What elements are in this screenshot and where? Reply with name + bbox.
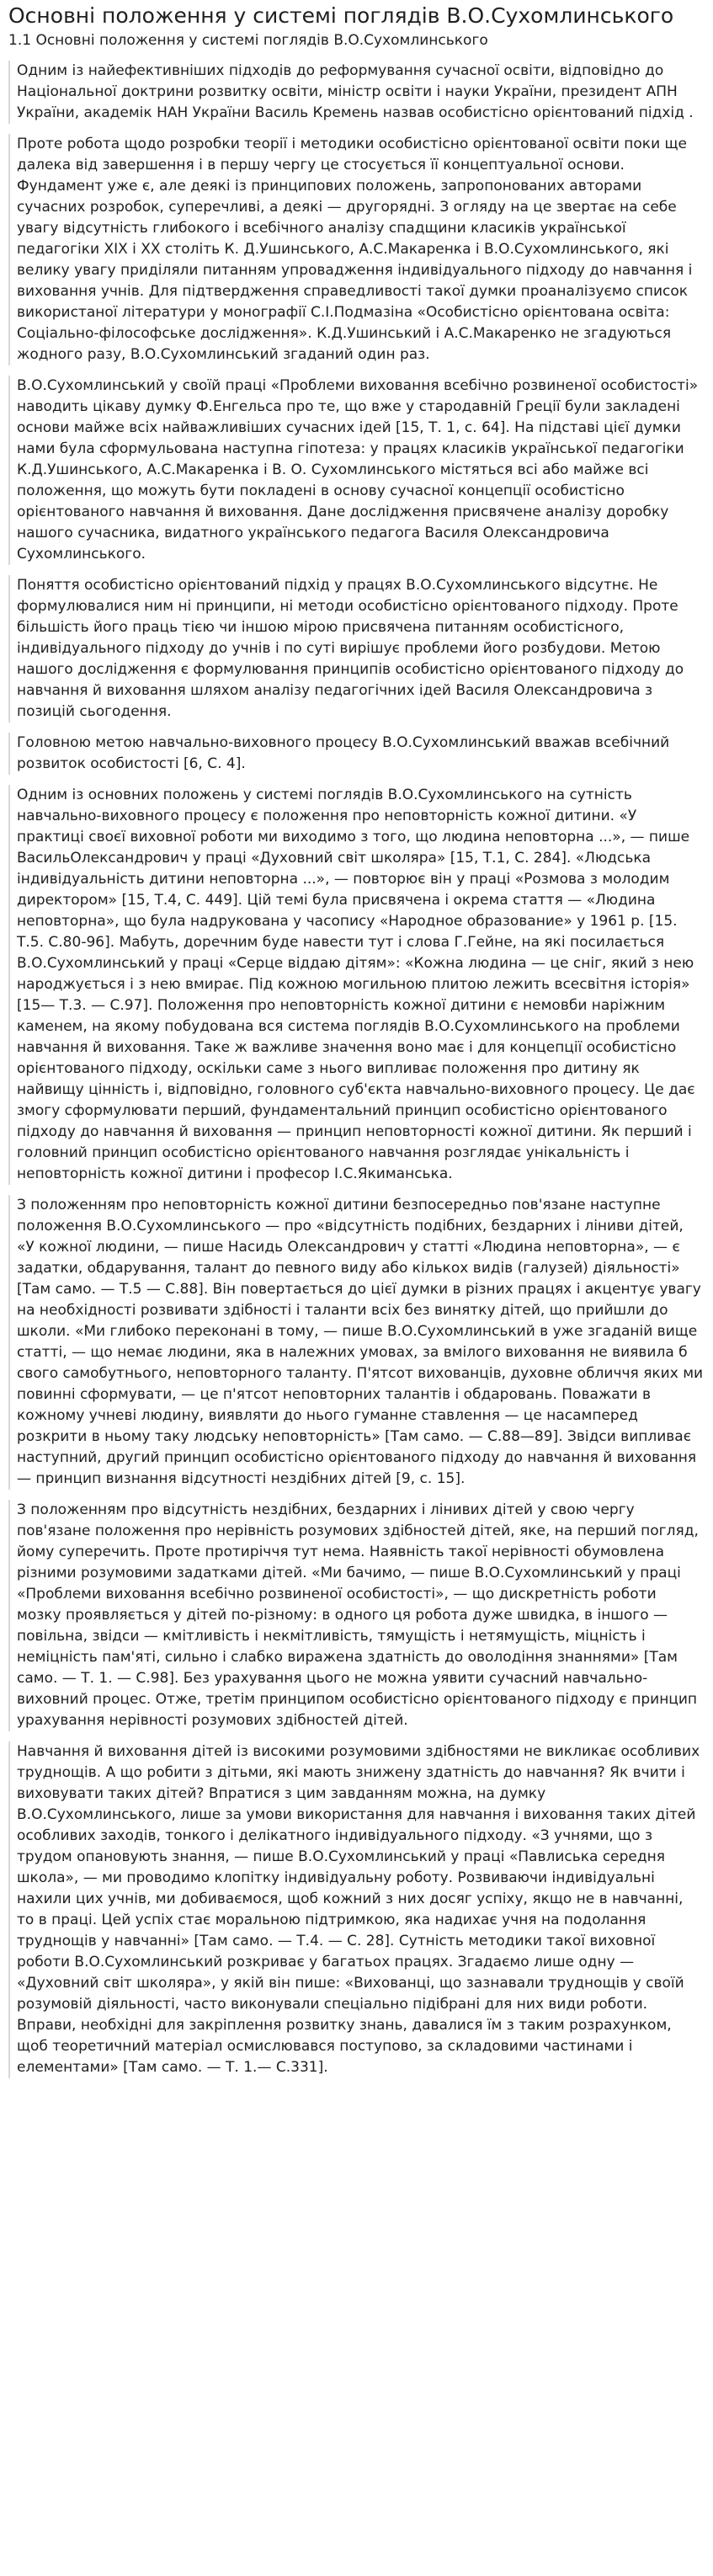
- paragraph-5: Головною метою навчально-виховного процесу В.О.Сухомлинський вважав всебічний розвиток особистості [6, С. 4].: [8, 733, 705, 775]
- page-title: Основні положення у системі поглядів В.О.Сухомлинського: [8, 3, 674, 28]
- section-heading: 1.1 Основні положення у системі поглядів В.О.Сухомлинського: [8, 32, 488, 49]
- paragraph-8: З положенням про відсутність нездібних, бездарних і лінивих дітей у свою чергу пов'язане положення про нерівність розумових здібностей дітей, яке, на перший погляд, йому суперечить. Проте протиріччя тут нема. Наявність такої нерівності обумовлена різними розумовими задатками дітей. «Ми бачимо, — пише В.О.Сухомлинський у праці «Проблеми виховання всебічно розвиненої особистості», — що дискретність роботи мозку проявляється у дітей по-різному: в одного ця робота дуже швидка, в іншого — повільна, звідси — кмітливість і некмітливість, тямущість і нетямущість, міцність і неміцність пам'яті, сильно і слабко виражена здатність до оволодіння знаннями» [Там само. — Т. 1. — С.98]. Без урахування цього не можна уявити сучасний навчально-виховний процес. Отже, третім принципом особистісно орієнтованого підходу є принцип урахування нерівності розумових здібностей дітей.: [8, 1500, 705, 1731]
- paragraph-9: Навчання й виховання дітей із високими розумовими здібностями не викликає особливих труднощів. А що робити з дітьми, які мають знижену здатність до навчання? Як вчити і виховувати таких дітей? Впратися з цим завданням можна, на думку В.О.Сухомлинського, лише за умови використання для навчання і виховання таких дітей особливих заходів, тонкого і делікатного індивідуального підходу. «З учнями, що з трудом опановують знання, — пише В.О.Сухомлинський у праці «Павлиська середня школа», — ми проводимо клопітку індивідуальну роботу. Розвиваючи індивідуальні нахили цих учнів, ми добиваємося, щоб кожний з них досяг успіху, якщо не в навчанні, то в праці. Цей успіх стає моральною підтримкою, яка надихає учня на подолання труднощів у навчанні» [Там само. — Т.4. — С. 28]. Сутність методики такої виховної роботи В.О.Сухомлинський розкриває у багатьох працях. Згадаємо лише одну — «Духовний світ школяра», у якій він пише: «Вихованці, що зазнавали труднощів у своїй розумовій діяльності, часто виконували спеціально підібрані для них види роботи. Вправи, необхідні для закріплення розвитку знань, давалися їм з таким розрахунком, щоб теоретичний матеріал осмислювався поступово, за складовими частинами і елементами» [Там само. — Т. 1.— С.331].: [8, 1741, 705, 2078]
- paragraph-7: З положенням про неповторність кожної дитини безпосередньо пов'язане наступне положення В.О.Сухомлинського — про «відсутність подібних, бездарних і ліниви дітей, «У кожної людини, — пише Насидь Олександрович у статті «Людина неповторна», — є задатки, обдарування, талант до певного виду або кількох видів (галузей) діяльності» [Там само. — Т.5 — С.88]. Він повертається до цієї думки в різних працях і акцентує увагу на необхідності розвивати здібності і таланти всіх без винятку дітей, що прийшли до школи. «Ми глибоко переконані в тому, — пише В.О.Сухомлинський в уже згаданій вище статті, — що немає людини, яка в належних умовах, за вмілого виховання не виявила б свого самобутнього, неповторного таланту. П'ятсот вихованців, духовне обличчя яких ми повинні сформувати, — це п'ятсот неповторних талантів і обдаровань. Поважати в кожному учневі людину, виявляти до нього гуманне ставлення — це насамперед розкрити в ньому таку людську неповторність» [Там само. — С.88—89]. Звідси випливає наступний, другий принцип особистісно орієнтованого підходу до навчання й виховання — принцип визнання відсутності нездібних дітей [9, с. 15].: [8, 1195, 705, 1490]
- document: [0, 3, 713, 2078]
- paragraph-3: В.О.Сухомлинський у своїй праці «Проблеми виховання всебічно розвиненої особистості» наводить цікаву думку Ф.Енгельса про те, що вже у стародавній Греції були закладені основи майже всіх найважливіших сучасних ідей [15, Т. 1, с. 64]. На підставі цієї думки нами була сформульована наступна гіпотеза: у працях класиків української педагогіки К.Д.Ушинського, А.С.Макаренка і В. О. Сухомлинського містяться всі або майже всі положення, що можуть бути покладені в основу сучасної концепції особистісно орієнтованого навчання й виховання. Дане дослідження присвячене аналізу доробку нашого сучасника, видатного українського педагога Василя Олександровича Сухомлинського.: [8, 376, 705, 565]
- paragraph-4: Поняття особистісно орієнтований підхід у працях В.О.Сухомлинського відсутнє. Не формулювалися ним ні принципи, ні методи особистісно орієнтованого підходу. Проте більшість його праць тією чи іншою мірою присвячена питанням особистісного, індивідуального підходу до учнів і по суті вирішує проблеми його розбудови. Метою нашого дослідження є формулювання принципів особистісно орієнтованого підходу до навчання й виховання шляхом аналізу педагогічних ідей Василя Олександровича з позицій сьогодення.: [8, 575, 705, 723]
- paragraph-1: Одним із найефективніших підходів до реформування сучасної освіти, відповідно до Національної доктрини розвитку освіти, міністр освіти і науки України, президент АПН України, академік НАН України Василь Кремень назвав особистісно орієнтований підхід .: [8, 61, 705, 124]
- paragraph-6: Одним із основних положень у системі поглядів В.О.Сухомлинського на сутність навчально-виховного процесу є положення про неповторність кожної дитини. «У практиці своєї виховної роботи ми виходимо з того, що людина неповторна ...», — пише ВасильОлександрович у праці «Духовний світ школяра» [15, Т.1, С. 284]. «Людська індивідуальність дитини неповторна ...», — повторює він у праці «Розмова з молодим директором» [15, Т.4, С. 449]. Цій темі була присвячена і окрема стаття — «Людина неповторна», що була надрукована у часопису «Народное образование» у 1961 р. [15. Т.5. С.80-96]. Мабуть, доречним буде навести тут і слова Г.Гейне, на які посилається В.О.Сухомлинський у праці «Серце віддаю дітям»: «Кожна людина — це сніг, який з нею народжується і з нею вмирає. Під кожною могильною плитою лежить всесвітня історія» [15— Т.3. — С.97]. Положення про неповторність кожної дитини є немовби наріжним каменем, на якому побудована вся система поглядів В.О.Сухомлинського на проблеми навчання й виховання. Таке ж важливе значення воно має і для концепції особистісно орієнтованого підходу, оскільки саме з нього випливає положення про дитину як найвищу цінність і, відповідно, головного суб'єкта навчально-виховного процесу. Це дає змогу сформулювати перший, фундаментальний принцип особистісно орієнтованого підходу до навчання й виховання — принцип неповторності кожної дитини. Як перший і головний принцип особистісно орієнтованого навчання розглядає унікальність і неповторність кожної дитини і професор І.С.Якиманська.: [8, 785, 705, 1185]
- paragraph-2: Проте робота щодо розробки теорії і методики особистісно орієнтованої освіти поки ще далека від завершення і в першу чергу це стосується її концептуальної основи. Фундамент уже є, але деякі із принципових положень, запропонованих авторами сучасних розробок, суперечливі, а деякі — другорядні. З огляду на це звертає на себе увагу відсутність глибокого і всебічного аналізу спадщини класиків української педагогіки XIX і XX століть К. Д.Ушинського, А.С.Макаренка і В.О.Сухомлинського, які велику увагу приділяли питанням упровадження індивідуального підходу до навчання і виховання учнів. Для підтвердження справедливості такої думки проаналізуємо список використаної літератури у монографії С.І.Подмазіна «Особистісно орієнтована освіта: Соціально-філософське дослідження». К.Д.Ушинський і А.С.Макаренко не згадуються жодного разу, В.О.Сухомлинський згаданий один раз.: [8, 134, 705, 365]
